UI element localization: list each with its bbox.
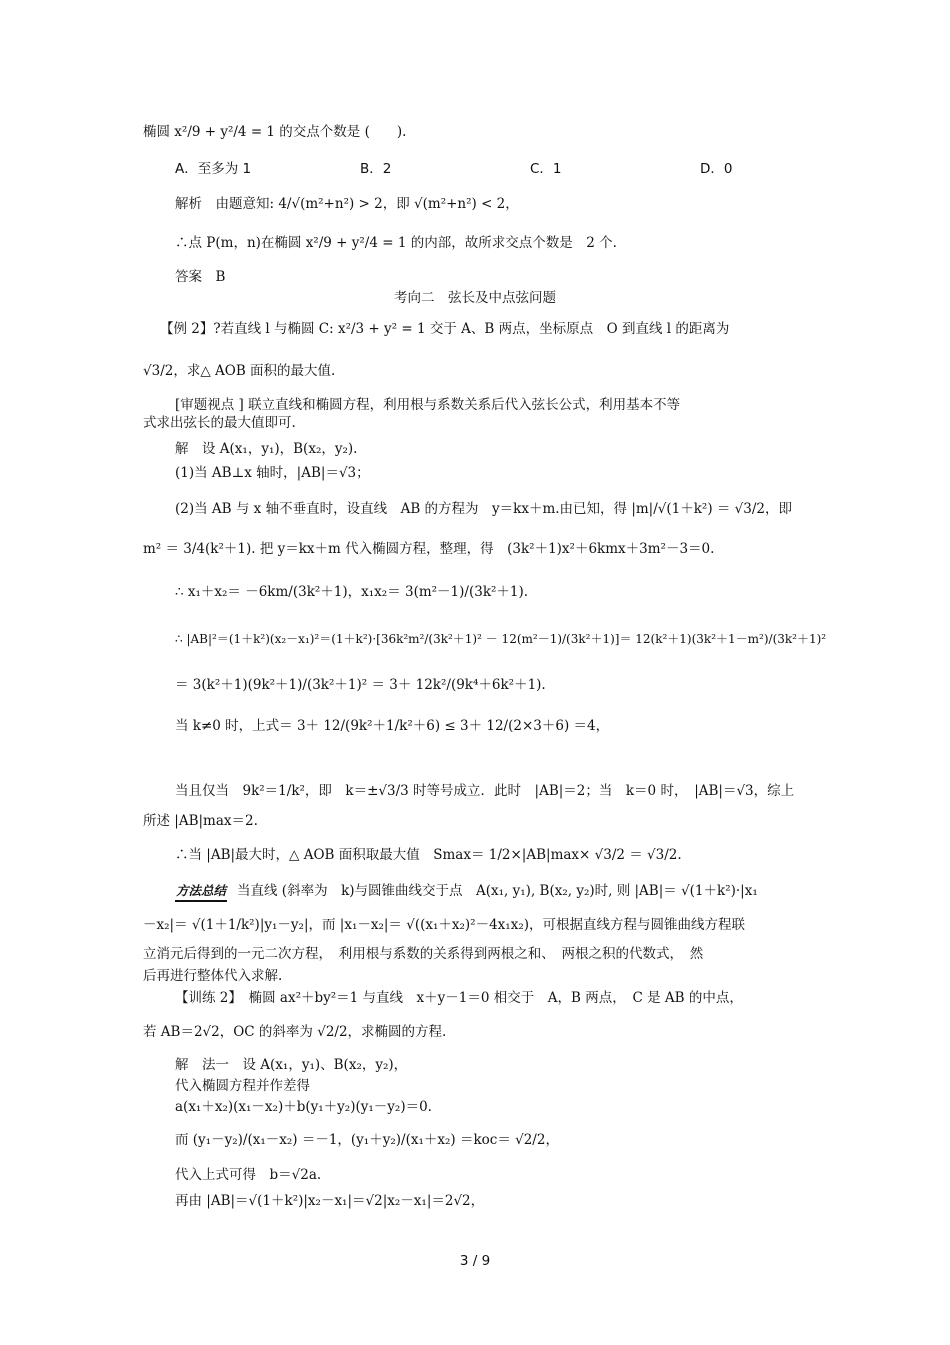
text-line: [审题视点 ] 联立直线和椭圆方程，利用根与系数关系后代入弦长公式，利用基本不等: [175, 397, 681, 413]
page-number: 3 / 9: [459, 1253, 491, 1269]
section-heading: 考向二 弦长及中点弦问题: [394, 290, 556, 306]
text-line: 椭圆 x²/9 + y²/4 = 1 的交点个数是 ( ).: [143, 124, 407, 140]
text-line: 当 k≠0 时，上式＝ 3＋ 12/(9k²＋1/k²＋6) ≤ 3＋ 12/(2×3＋6) ＝4，: [175, 718, 610, 734]
text-line: －x₂|＝ √(1＋1/k²)|y₁－y₂|，而 |x₁－x₂|＝ √((x₁＋x₂)²－4x₁x₂)，可根据直线方程与圆锥曲线方程联: [143, 917, 745, 933]
option-a: A．至多为 1: [175, 161, 252, 177]
text-line: 后再进行整体代入求解.: [143, 968, 283, 984]
text-line: 当直线 (斜率为 k)与圆锥曲线交于点 A(x₁, y₁), B(x₂, y₂)时, 则 |AB|＝ √(1＋k²)·|x₁: [237, 883, 758, 899]
text-line: 而 (y₁－y₂)/(x₁－x₂) ＝－1，(y₁＋y₂)/(x₁＋x₂) ＝koc＝ √2/2，: [175, 1132, 559, 1148]
text-line: 当且仅当 9k²＝1/k²，即 k＝±√3/3 时等号成立．此时 |AB|＝2；当 k＝0 时， |AB|＝√3，综上: [175, 783, 795, 799]
text-line: 若 AB＝2√2，OC 的斜率为 √2/2，求椭圆的方程.: [143, 1024, 447, 1040]
option-b: B．2: [360, 161, 392, 177]
text-line: 解析 由题意知: 4/√(m²+n²) > 2，即 √(m²+n²) < 2，: [175, 196, 519, 212]
text-line: 解 设 A(x₁，y₁)，B(x₂，y₂).: [175, 441, 358, 457]
text-line: ∴当 |AB|最大时，△ AOB 面积取最大值 Smax＝ 1/2×|AB|max× √3/2 ＝ √3/2.: [175, 847, 682, 863]
text-line: 答案 B: [175, 269, 226, 285]
text-line: 式求出弦长的最大值即可.: [143, 415, 296, 431]
text-line: √3/2，求△ AOB 面积的最大值.: [143, 363, 336, 379]
method-summary-badge: 方法总结: [175, 882, 227, 902]
text-line: 再由 |AB|＝√(1＋k²)|x₂－x₁|＝√2|x₂－x₁|＝2√2，: [175, 1193, 485, 1209]
text-line: 解 法一 设 A(x₁，y₁)、B(x₂，y₂)，: [175, 1057, 408, 1073]
text-line: (2)当 AB 与 x 轴不垂直时，设直线 AB 的方程为 y＝kx＋m.由已知，得 |m|/√(1＋k²) ＝ √3/2，即: [175, 501, 793, 517]
text-line: 代入椭圆方程并作差得: [175, 1078, 310, 1094]
text-line: ∴ |AB|²＝(1＋k²)(x₂－x₁)²＝(1＋k²)·[36k²m²/(3k²＋1)² － 12(m²－1)/(3k²＋1)]＝ 12(k²＋1)(3k²＋1－m²)/(3k²＋1)²: [175, 632, 827, 646]
text-line: 【训练 2】 椭圆 ax²＋by²＝1 与直线 x＋y－1＝0 相交于 A，B 两点， C 是 AB 的中点，: [175, 990, 743, 1006]
text-line: 【例 2】?若直线 l 与椭圆 C: x²/3 + y² = 1 交于 A、B 两点，坐标原点 O 到直线 l 的距离为: [160, 321, 730, 337]
text-line: a(x₁＋x₂)(x₁－x₂)＋b(y₁＋y₂)(y₁－y₂)＝0.: [175, 1099, 432, 1115]
text-line: m² ＝ 3/4(k²＋1). 把 y＝kx＋m 代入椭圆方程，整理，得 (3k²＋1)x²＋6kmx＋3m²－3＝0.: [143, 541, 715, 557]
text-line: ＝ 3(k²＋1)(9k²＋1)/(3k²＋1)² ＝ 3＋ 12k²/(9k⁴＋6k²＋1).: [175, 677, 546, 693]
option-c: C．1: [530, 161, 562, 177]
text-line: 所述 |AB|max＝2.: [143, 813, 258, 829]
text-line: ∴点 P(m，n)在椭圆 x²/9 + y²/4 = 1 的内部，故所求交点个数是 2 个.: [175, 235, 617, 251]
text-line: ∴ x₁＋x₂＝ －6km/(3k²＋1)，x₁x₂＝ 3(m²－1)/(3k²＋1).: [175, 584, 529, 600]
text-line: 立消元后得到的一元二次方程， 利用根与系数的关系得到两根之和、 两根之积的代数式， 然: [143, 946, 704, 962]
text-line: (1)当 AB⊥x 轴时，|AB|＝√3；: [175, 465, 370, 481]
text-line: 代入上式可得 b＝√2a.: [175, 1167, 322, 1183]
option-d: D．0: [700, 161, 733, 177]
text-line: [175, 882, 758, 902]
